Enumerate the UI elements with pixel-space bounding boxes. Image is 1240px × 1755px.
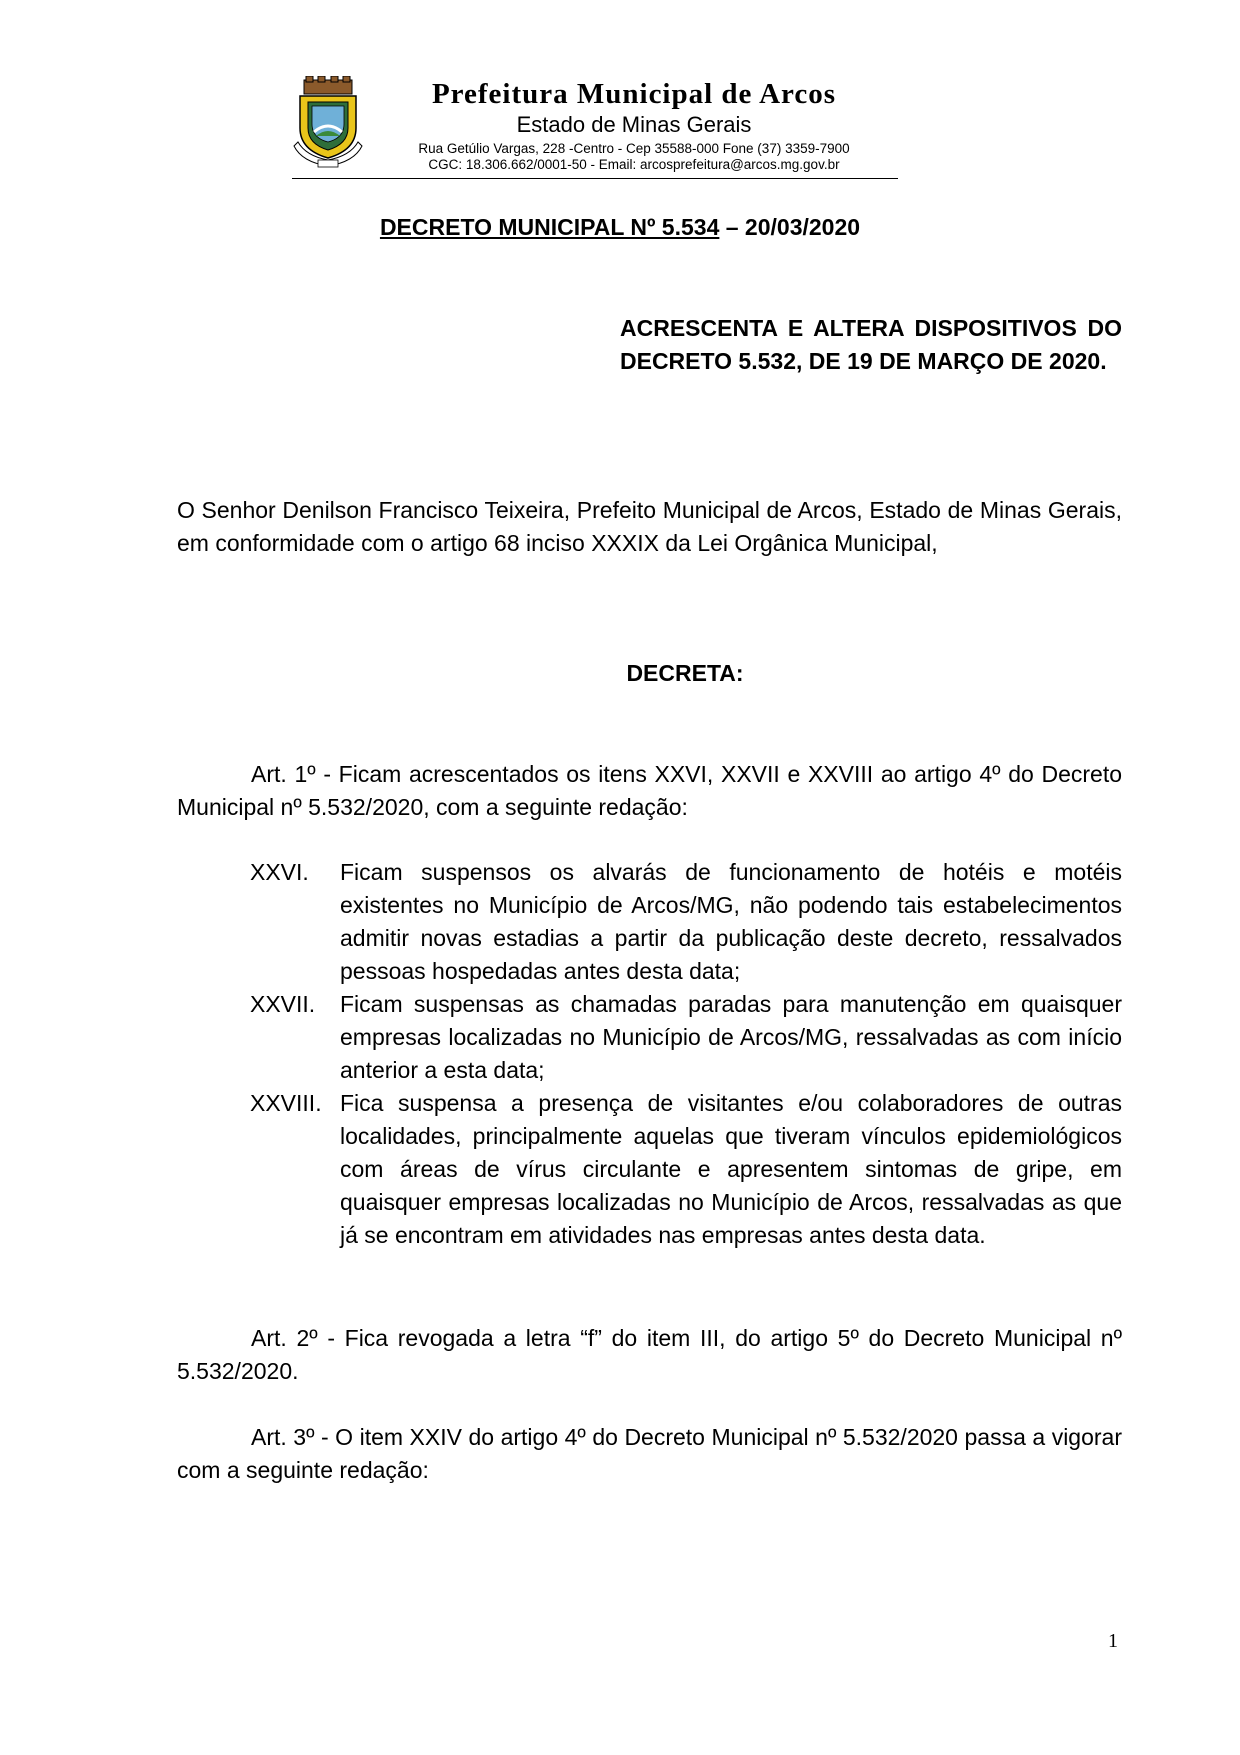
decree-number: DECRETO MUNICIPAL Nº 5.534 [379, 214, 720, 240]
item-text: Ficam suspensos os alvarás de funcionamento de hotéis e motéis existentes no Município de Arcos/MG, não podendo tais estabelecimentos admitir novas estadias a partir da publicação deste decreto, ressalvados pessoas hospedadas antes desta data; [340, 859, 1122, 984]
list-item [250, 988, 1122, 1087]
municipal-crest-icon [292, 76, 364, 172]
state-name: Estado de Minas Gerais [516, 112, 752, 137]
item-text: Ficam suspensas as chamadas paradas para manutenção em quaisquer empresas localizadas no Município de Arcos/MG, ressalvadas as com início anterior a esta data; [340, 991, 1122, 1083]
article-2: Art. 2º - Fica revogada a letra “f” do item III, do artigo 5º do Decreto Municipal nº 5.532/2020. [177, 1325, 1122, 1384]
list-item [250, 1087, 1122, 1252]
municipality-name: Prefeitura Municipal de Arcos [431, 78, 837, 110]
list-item [250, 856, 1122, 988]
item-text: Fica suspensa a presença de visitantes e/ou colaboradores de outras localidades, principalmente aquelas que tiveram vínculos epidemiológicos com áreas de vírus circulante e apresentem sintomas de gripe, em quaisquer empresas localizadas no Município de Arcos, ressalvadas as que já se encontram em atividades nas empresas antes desta data. [340, 1090, 1122, 1248]
decree-date: – 20/03/2020 [719, 214, 861, 240]
item-number: XXVIII. [250, 1090, 322, 1116]
decree-summary: ACRESCENTA E ALTERA DISPOSITIVOS DO DECRETO 5.532, DE 19 DE MARÇO DE 2020. [620, 315, 1122, 374]
article-1: Art. 1º - Ficam acrescentados os itens XXVI, XXVII e XXVIII ao artigo 4º do Decreto Municipal nº 5.532/2020, com a seguinte redação: [177, 761, 1122, 820]
article-3: Art. 3º - O item XXIV do artigo 4º do Decreto Municipal nº 5.532/2020 passa a vigorar com a seguinte redação: [177, 1424, 1122, 1483]
letterhead [292, 74, 898, 180]
decree-title [0, 214, 1240, 241]
contact-line: CGC: 18.306.662/0001-50 - Email: arcosprefeitura@arcos.mg.gov.br [428, 157, 840, 172]
items-list [250, 856, 1122, 1252]
decreta-heading: DECRETA: [626, 660, 744, 686]
item-number: XXVI. [250, 859, 309, 885]
address-line: Rua Getúlio Vargas, 228 -Centro - Cep 35588-000 Fone (37) 3359-7900 [418, 141, 850, 156]
item-number: XXVII. [250, 991, 316, 1017]
page-number: 1 [1108, 1630, 1118, 1652]
letterhead-text [370, 74, 898, 173]
letterhead-divider [292, 178, 898, 179]
preamble-paragraph: O Senhor Denilson Francisco Teixeira, Prefeito Municipal de Arcos, Estado de Minas Gerais, em conformidade com o artigo 68 inciso XXXIX da Lei Orgânica Municipal, [177, 497, 1122, 556]
